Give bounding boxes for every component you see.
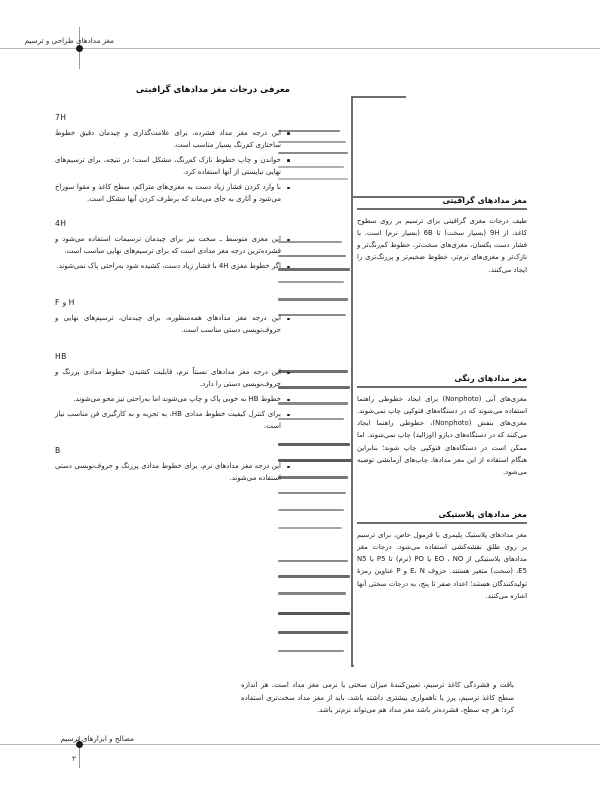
bracket-bottom-arm: [351, 665, 354, 667]
closing-paragraph: بافت و فشردگی کاغذ ترسیم، تعیین‌کنندهٔ میزان سختی یا نرمی مغز مداد است. هر اندازه سطح کاغذ ترسیم، پرز یا ناهمواری بیشتری داشته باشد، باید از مغز مداد سخت‌تری استفاده کرد؛ هر چه سطح، فشرده‌تر باشد مغز مداد هم می‌تواند نرم‌تر باشد.: [241, 681, 514, 715]
lead-stroke-sample: [278, 592, 346, 595]
grade-bullet-item: این درجه مغز مدادهای نسبتاً نرم، قابلیت کشیدن خطوط مدادی پررنگ و حروف‌نویسی دستی را دارد.: [55, 366, 290, 390]
grade-bullet-item: با وارد کردن فشار زیاد دست به مغزی‌های متراکم، سطح کاغذ و مقوا سوراخ می‌شود و آثاری به جای می‌ماند که برطرف کردن آنها مشکل است.: [55, 181, 290, 205]
grade-block: [55, 298, 290, 336]
grade-bullet-item: این مغزی متوسط ـ سخت نیز برای چیدمان ترسیمات استفاده می‌شود و فشرده‌ترین درجه مغز مدادی است که برای ترسیم‌های نهایی مناسب است.: [55, 233, 290, 257]
side-note-block: [357, 196, 527, 276]
bracket-top-arm: [351, 96, 406, 98]
grade-block: [55, 352, 290, 432]
grade-label: HB: [55, 352, 67, 362]
running-footer-title: مصالح و ابزارهای ترسیم: [60, 734, 134, 743]
grade-list: [55, 113, 290, 485]
side-note-body: طیف درجات مغزی گرافیتی برای ترسیم بر روی سطوح کاغذ، از 9H (بسیار سخت) تا 6B (بسیار نرم) است. با فشار دست یکسان، مغزی‌های سخت‌تر، خطوط کم‌رنگ‌تر و نازک‌تر و مغزی‌های نرم‌تر، خطوط ضخیم‌تر و پررنگ‌تری را ایجاد می‌کنند.: [357, 216, 528, 274]
lead-stroke-sample: [278, 509, 344, 511]
lead-stroke-sample: [278, 560, 348, 562]
lead-stroke-sample: [278, 527, 342, 529]
grade-bullet-item: خواندن و چاپ خطوط نازک کم‌رنگ، مشکل است؛ در نتیجه، برای ترسیم‌های نهایی نبایستی از آنها استفاده کرد.: [55, 154, 290, 178]
side-note-rule: [357, 208, 527, 210]
running-header-title: مغز مدادهای طراحی و ترسیم: [24, 36, 114, 45]
side-note-heading: مغز مدادهای گرافیتی: [442, 196, 527, 205]
grade-bullet-list: [55, 460, 290, 484]
side-note-heading: مغز مدادهای رنگی: [454, 374, 527, 383]
side-note-rule: [357, 386, 527, 388]
grade-bullet-item: این درجه مغز مدادهای همه‌منظوره، برای چیدمان، ترسیم‌های نهایی و حروف‌نویسی دستی مناسب است.: [55, 312, 290, 336]
side-note-body: مغز مدادهای پلاستیک پلیمری با فرمول خاص، برای ترسیم بر روی طلق نقشه‌کشی استفاده می‌شود. درجات مغز مدادهای پلاستیکی از EO ، NO یا PO (نرم) تا P5 یا N5 ،E5 (سخت) متغیر هستند. حروف E، N و P عناوین رمزهٔ تولیدکنندگان هستند؛ اعداد صفر تا پنج، به درجات سختی آنها اشاره می‌کنند.: [357, 530, 527, 600]
lead-stroke-sample: [278, 575, 350, 578]
grade-bullet-item: این درجه مغز مداد فشرده، برای علامت‌گذاری و چیدمان دقیق خطوط ساختاری کم‌رنگ بسیار مناسب است.: [55, 127, 290, 151]
main-content-column: [55, 84, 290, 498]
grade-bullet-item: خطوط HB به خوبی پاک و چاپ می‌شوند اما به‌راحتی نیز محو می‌شوند.: [55, 393, 290, 405]
grade-block: [55, 446, 290, 484]
grade-bullet-item: این درجه مغز مدادهای نرم، برای خطوط مدادی پررنگ و حروف‌نویسی دستی استفاده می‌شوند.: [55, 460, 290, 484]
lead-stroke-sample: [278, 650, 344, 652]
grade-label: F و H: [55, 298, 75, 308]
grade-block: [55, 113, 290, 205]
grade-bullet-list: [55, 127, 290, 205]
grade-bullet-item: برای کنترل کیفیت خطوط مدادی HB، به تجربه و به کارگیری فن مناسب نیاز است.: [55, 408, 290, 432]
bracket-vertical-rule: [351, 96, 353, 667]
grade-label: 4H: [55, 219, 67, 229]
grade-label: 7H: [55, 112, 67, 122]
header-bullet-dot: [76, 45, 83, 52]
header-divider: [0, 48, 600, 49]
lead-stroke-sample: [278, 631, 348, 634]
page-title: معرفی درجات مغز مدادهای گرافیتی: [135, 85, 290, 95]
side-note-body: مغزی‌های آبی (Nonphoto) برای ایجاد خطوطی راهنما استفاده می‌شوند که در دستگاه‌های فتوکپی چاپ نمی‌شوند. مغزی‌های بنفش (Nonphoto)، خطوطی راهنما ایجاد می‌کنند که در دستگاه‌های دیازو (اوزالید) چاپ نمی‌شوند. اما ممکن است در دستگاه‌های فتوکپی چاپ شوند؛ بنابراین هنگام استفاده از این مغز مدادها، چاپ‌های آزمایشی توصیه می‌شود.: [357, 394, 528, 477]
lead-stroke-sample: [278, 612, 350, 615]
side-note-block: [357, 374, 527, 478]
page-number: ٣: [72, 755, 76, 763]
side-note-rule: [357, 522, 527, 524]
footer-divider: [0, 744, 600, 745]
grade-bullet-list: [55, 312, 290, 336]
side-note-block: [357, 510, 527, 602]
side-note-heading: مغز مدادهای پلاستیکی: [438, 510, 527, 519]
grade-bullet-item: اگر خطوط مغزی 4H با فشار زیاد دست، کشیده شود به‌راحتی پاک نمی‌شوند.: [55, 260, 290, 272]
grade-block: [55, 219, 290, 272]
grade-bullet-list: [55, 233, 290, 272]
grade-label: B: [55, 446, 61, 456]
grade-bullet-list: [55, 366, 290, 432]
